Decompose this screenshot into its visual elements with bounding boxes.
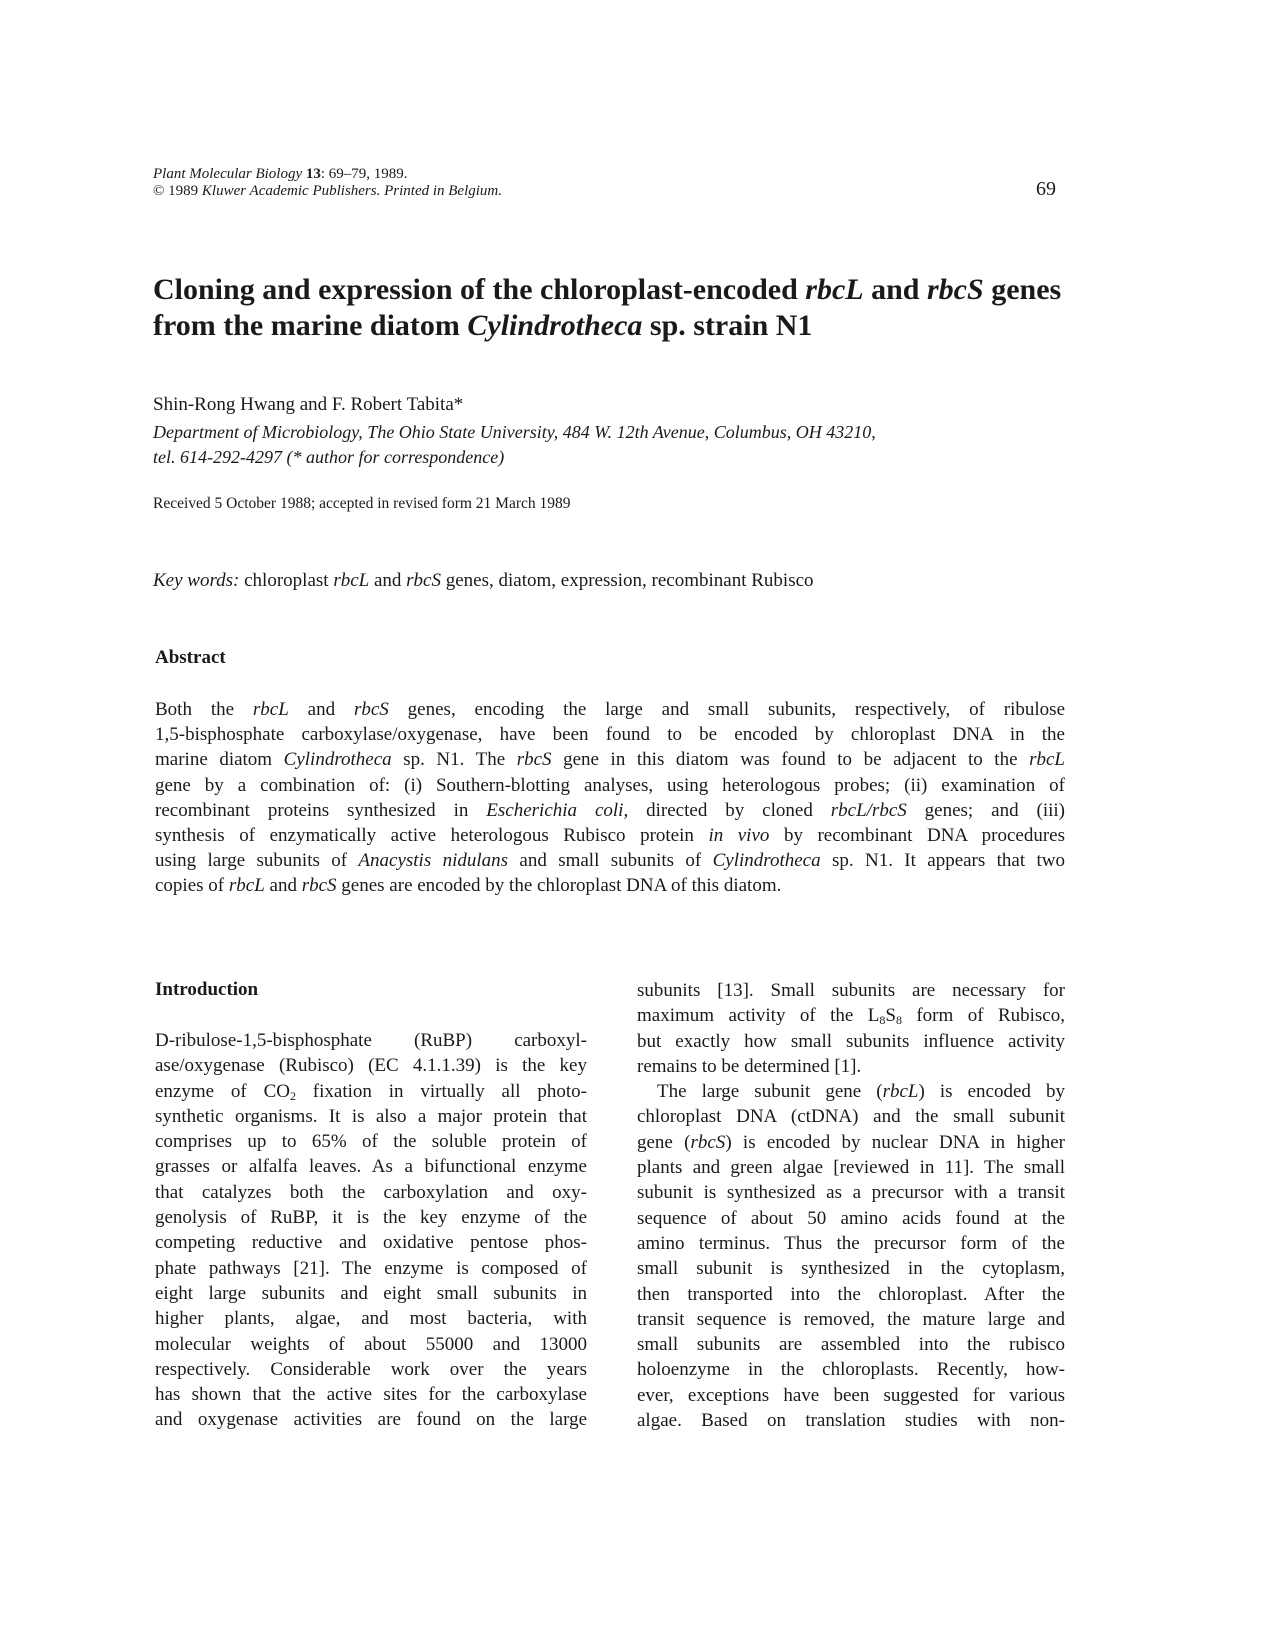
body-line <box>637 1003 1065 1028</box>
keyword-text: chloroplast <box>239 570 334 591</box>
title-text: genes <box>983 273 1062 306</box>
body-line: then transported into the chloroplast. After the <box>637 1283 1065 1305</box>
subscript: 2 <box>289 1088 296 1103</box>
affiliation <box>153 420 1113 470</box>
gene-name: rbcL <box>1029 749 1065 771</box>
body-line: remains to be determined [1]. <box>637 1055 862 1077</box>
text: genes; and (iii) <box>906 799 1065 821</box>
body-line: higher plants, algae, and most bacteria, with <box>155 1308 587 1330</box>
text: and <box>264 875 302 897</box>
body-line: amino terminus. Thus the precursor form of the <box>637 1232 1065 1254</box>
text: by recombinant DNA procedures <box>769 825 1065 847</box>
introduction-left-column <box>155 1028 587 1433</box>
text: directed by cloned <box>628 799 831 821</box>
gene-name: rbcS <box>353 699 389 720</box>
authors: Shin-Rong Hwang and F. Robert Tabita* <box>153 394 464 415</box>
received-dates: Received 5 October 1988; accepted in revised form 21 March 1989 <box>153 495 571 512</box>
abstract-line <box>155 873 1065 898</box>
gene-name: rbcS <box>927 273 984 306</box>
journal-citation <box>153 166 502 200</box>
abstract-line <box>155 823 1065 848</box>
gene-name: rbcS <box>301 875 337 897</box>
keyword-text: and <box>369 570 407 591</box>
body-line: D-ribulose-1,5-bisphosphate (RuBP) carboxyl- <box>155 1030 587 1051</box>
body-line: algae. Based on translation studies with non- <box>637 1410 1065 1432</box>
citation-line <box>153 166 502 183</box>
abstract-line <box>155 747 1065 772</box>
species-name: Cylindrotheca <box>467 309 643 342</box>
text: and small subunits of <box>508 850 713 872</box>
text: ) is encoded by nuclear DNA in higher <box>725 1131 1065 1153</box>
body-line: small subunits are assembled into the rubisco <box>637 1334 1065 1356</box>
body-line: holoenzyme in the chloroplasts. Recently, how- <box>637 1359 1065 1381</box>
body-line: but exactly how small subunits influence activity <box>637 1030 1065 1052</box>
keywords-label: Key words: <box>153 570 240 591</box>
body-line: and oxygenase activities are found on the large <box>155 1409 587 1431</box>
copyright: © 1989 <box>153 183 199 199</box>
affiliation-line: tel. 614-292-4297 (* author for correspondence) <box>153 447 505 467</box>
page-number: 69 <box>1036 178 1056 200</box>
body-line: phate pathways [21]. The enzyme is composed of <box>155 1257 587 1279</box>
text: genes, encoding the large and small subunits, respectively, of ribulose <box>388 699 1065 720</box>
abstract-body <box>155 697 1065 899</box>
body-line: synthetic organisms. It is also a major protein that <box>155 1105 587 1127</box>
body-line: respectively. Considerable work over the years <box>155 1358 587 1380</box>
text: synthesis of enzymatically active heterologous Rubisco protein <box>155 825 709 847</box>
body-line: small subunit is synthesized in the cytoplasm, <box>637 1258 1065 1280</box>
copyright-line <box>153 183 502 200</box>
body-line: ever, exceptions have been suggested for various <box>637 1384 1065 1406</box>
gene-name: rbcL <box>333 570 370 591</box>
gene-name: rbcL <box>252 699 289 720</box>
gene-name: rbcS <box>690 1131 726 1153</box>
body-line: ase/oxygenase (Rubisco) (EC 4.1.1.39) is the key <box>155 1055 587 1077</box>
affiliation-line: Department of Microbiology, The Ohio State University, 484 W. 12th Avenue, Columbus, OH 43210, <box>153 422 876 442</box>
body-line: plants and green algae [reviewed in 11]. The small <box>637 1157 1065 1179</box>
text: form of Rubisco, <box>901 1005 1065 1027</box>
keywords <box>153 570 814 592</box>
text: using large subunits of <box>155 850 359 872</box>
journal-name: Plant Molecular Biology <box>153 166 303 182</box>
body-line <box>637 1130 1065 1155</box>
title-text: sp. strain N1 <box>642 309 813 342</box>
abstract-line <box>155 848 1065 873</box>
introduction-right-column <box>637 978 1065 1433</box>
introduction-heading: Introduction <box>155 979 259 1000</box>
text: recombinant proteins synthesized in <box>155 799 487 821</box>
text: fixation in virtually all photo- <box>295 1080 587 1102</box>
gene-name: rbcS <box>516 749 552 771</box>
body-line: genolysis of RuBP, it is the key enzyme of the <box>155 1207 587 1229</box>
text: and <box>288 699 354 720</box>
publisher: Kluwer Academic Publishers. Printed in Belgium. <box>201 183 503 199</box>
abstract-line: gene by a combination of: (i) Southern-blotting analyses, using heterologous probes; (ii) examination of <box>155 774 1065 796</box>
body-line: chloroplast DNA (ctDNA) and the small subunit <box>637 1106 1065 1128</box>
text: copies of <box>155 875 229 897</box>
gene-name: rbcL <box>882 1081 919 1103</box>
body-line: grasses or alfalfa leaves. As a bifunctional enzyme <box>155 1156 587 1178</box>
text: enzyme of CO <box>155 1080 290 1102</box>
text: ) is encoded by <box>918 1081 1065 1103</box>
gene-name: rbcL/rbcS <box>830 799 907 821</box>
subscript: 8 <box>879 1013 886 1028</box>
abstract-line <box>155 798 1065 823</box>
title-line <box>153 272 1113 308</box>
text: genes are encoded by the chloroplast DNA of this diatom. <box>336 875 782 897</box>
body-line: that catalyzes both the carboxylation and oxy- <box>155 1181 587 1203</box>
text: gene ( <box>637 1131 691 1153</box>
abstract-line <box>155 697 1065 722</box>
journal-volume: 13 <box>305 166 321 182</box>
latin-term: in vivo <box>708 825 770 847</box>
body-line <box>637 1079 1065 1104</box>
body-line: has shown that the active sites for the carboxylase <box>155 1384 587 1406</box>
species-name: Escherichia coli, <box>486 799 629 821</box>
abstract-heading: Abstract <box>155 647 226 668</box>
body-line <box>155 1079 587 1104</box>
body-line: subunit is synthesized as a precursor with a transit <box>637 1182 1065 1204</box>
species-name: Cylindrotheca <box>712 850 821 872</box>
text: gene in this diatom was found to be adjacent to the <box>551 749 1030 771</box>
title-text: from the marine diatom <box>153 309 468 342</box>
abstract-line: 1,5-bisphosphate carboxylase/oxygenase, have been found to be encoded by chloroplast DNA in the <box>155 724 1065 746</box>
text: sp. N1. The <box>391 749 517 771</box>
text: maximum activity of the L <box>637 1005 880 1027</box>
body-line: sequence of about 50 amino acids found at the <box>637 1207 1065 1229</box>
journal-pages: : 69–79, 1989. <box>320 166 408 182</box>
body-line: molecular weights of about 55000 and 13000 <box>155 1333 587 1355</box>
gene-name: rbcS <box>406 570 441 591</box>
keyword-text: genes, diatom, expression, recombinant Rubisco <box>440 570 814 591</box>
gene-name: rbcL <box>228 875 265 897</box>
title-line <box>153 308 1113 344</box>
body-line: comprises up to 65% of the soluble protein of <box>155 1131 587 1153</box>
text: sp. N1. It appears that two <box>820 850 1065 872</box>
text: Both the <box>155 699 253 720</box>
text: S <box>885 1005 896 1027</box>
text: The large subunit gene ( <box>657 1081 883 1103</box>
subscript: 8 <box>895 1013 902 1028</box>
body-line: transit sequence is removed, the mature large and <box>637 1308 1065 1330</box>
body-line: subunits [13]. Small subunits are necessary for <box>637 980 1065 1001</box>
body-line: eight large subunits and eight small subunits in <box>155 1282 587 1304</box>
article-title <box>153 272 1113 344</box>
text: marine diatom <box>155 749 284 771</box>
title-text: Cloning and expression of the chloroplast-encoded <box>153 273 806 306</box>
title-text: and <box>863 273 927 306</box>
species-name: Anacystis nidulans <box>358 850 509 872</box>
gene-name: rbcL <box>805 273 864 306</box>
species-name: Cylindrotheca <box>283 749 392 771</box>
body-line: competing reductive and oxidative pentose phos- <box>155 1232 587 1254</box>
